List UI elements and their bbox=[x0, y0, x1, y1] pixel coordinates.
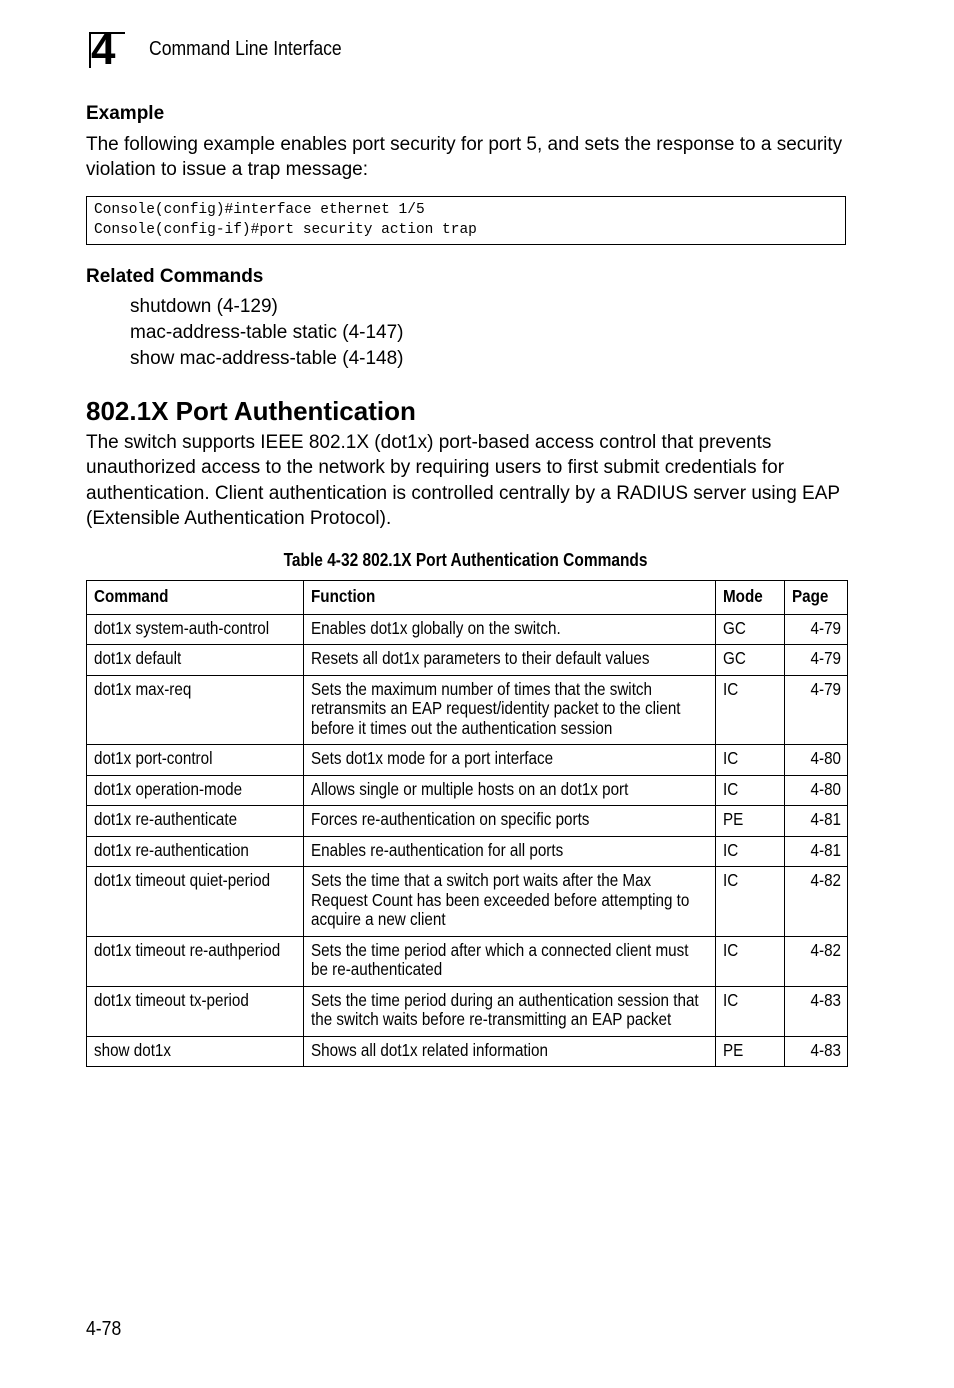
cell-function-text: Sets the time period after which a connected client must be re-authenticated bbox=[311, 939, 689, 979]
cell-page bbox=[785, 836, 848, 867]
cell-page bbox=[785, 645, 848, 676]
cell-function bbox=[304, 675, 716, 745]
cell-command-text: dot1x default bbox=[94, 648, 182, 668]
cell-function-text: Allows single or multiple hosts on an dot1x port bbox=[311, 778, 629, 799]
cell-function-text: Sets the maximum number of times that the switch retransmits an EAP request/identity packet to the client before it times out the authentication session bbox=[311, 678, 681, 738]
cell-page-text: 4-81 bbox=[810, 839, 841, 860]
cell-mode-text: IC bbox=[723, 989, 739, 1010]
table-row bbox=[87, 986, 848, 1036]
cell-page bbox=[785, 775, 848, 806]
cell-command bbox=[87, 614, 304, 645]
cell-function bbox=[304, 986, 716, 1036]
cell-function bbox=[304, 867, 716, 937]
cell-mode-text: GC bbox=[723, 617, 746, 638]
chapter-number: 4 bbox=[91, 25, 116, 74]
cell-page-text: 4-80 bbox=[810, 748, 841, 768]
table-row bbox=[87, 806, 848, 837]
table-row bbox=[87, 675, 848, 745]
cell-page-text: 4-83 bbox=[810, 989, 841, 1010]
column-header-mode: Mode bbox=[716, 581, 785, 615]
table-row bbox=[87, 1036, 848, 1067]
cell-function-text: Sets the time period during an authentication session that the switch waits before re-transmitting an EAP packet bbox=[311, 989, 699, 1029]
cell-mode-text: PE bbox=[723, 809, 744, 829]
cell-mode bbox=[716, 1036, 785, 1067]
cell-page-text: 4-79 bbox=[810, 648, 841, 668]
cell-mode bbox=[716, 775, 785, 806]
cell-function bbox=[304, 836, 716, 867]
cell-command bbox=[87, 806, 304, 837]
cell-command bbox=[87, 1036, 304, 1067]
section-body: The switch supports IEEE 802.1X (dot1x) port-based access control that prevents unauthorized access to the network by requiring users to first submit credentials for authentication. Client authentication is controlled centrally by a RADIUS server using EAP (Extensible Authentication Protocol). bbox=[86, 432, 840, 529]
cell-command-text: dot1x re-authenticate bbox=[94, 809, 238, 829]
section-heading: 802.1X Port Authentication bbox=[86, 396, 416, 426]
table-row bbox=[87, 614, 848, 645]
cell-page bbox=[785, 745, 848, 776]
cell-command-text: dot1x max-req bbox=[94, 678, 192, 699]
example-description: The following example enables port security for port 5, and sets the response to a security violation to issue a trap message: bbox=[86, 134, 843, 180]
table-caption-text: Table 4-32 802.1X Port Authentication Commands bbox=[284, 550, 648, 570]
cell-page bbox=[785, 936, 848, 986]
cell-command bbox=[87, 836, 304, 867]
cell-command-text: dot1x system-auth-control bbox=[94, 617, 270, 638]
cell-command bbox=[87, 936, 304, 986]
table-row bbox=[87, 645, 848, 676]
cell-command bbox=[87, 986, 304, 1036]
table-row bbox=[87, 745, 848, 776]
cell-function bbox=[304, 936, 716, 986]
code-example-box bbox=[86, 196, 846, 245]
cell-command bbox=[87, 775, 304, 806]
cell-command-text: dot1x timeout quiet-period bbox=[94, 870, 271, 890]
column-header-page: Page bbox=[785, 581, 848, 615]
cell-mode bbox=[716, 867, 785, 937]
cell-function-text: Enables dot1x globally on the switch. bbox=[311, 617, 561, 638]
related-commands-list bbox=[130, 294, 404, 372]
column-header-command: Command bbox=[87, 581, 304, 615]
cell-mode-text: IC bbox=[723, 778, 739, 799]
cell-command-text: dot1x timeout re-authperiod bbox=[94, 939, 281, 960]
cell-page bbox=[785, 614, 848, 645]
cell-command-text: show dot1x bbox=[94, 1039, 172, 1060]
cell-function-text: Sets dot1x mode for a port interface bbox=[311, 748, 554, 768]
cell-page bbox=[785, 1036, 848, 1067]
table-row bbox=[87, 775, 848, 806]
related-command-item: mac-address-table static (4-147) bbox=[130, 322, 404, 343]
commands-table bbox=[86, 580, 848, 1067]
cell-mode bbox=[716, 986, 785, 1036]
cell-mode bbox=[716, 745, 785, 776]
cell-mode-text: IC bbox=[723, 748, 739, 768]
table-row bbox=[87, 836, 848, 867]
cell-page-text: 4-79 bbox=[810, 678, 841, 699]
cell-function bbox=[304, 806, 716, 837]
running-header-title: Command Line Interface bbox=[149, 38, 342, 60]
cell-page-text: 4-83 bbox=[810, 1039, 841, 1060]
cell-command-text: dot1x operation-mode bbox=[94, 778, 243, 799]
cell-function-text: Forces re-authentication on specific ports bbox=[311, 809, 590, 829]
cell-function-text: Resets all dot1x parameters to their default values bbox=[311, 648, 650, 668]
cell-page-text: 4-81 bbox=[810, 809, 841, 829]
table-row bbox=[87, 936, 848, 986]
cell-function bbox=[304, 775, 716, 806]
cell-mode bbox=[716, 806, 785, 837]
cell-function bbox=[304, 745, 716, 776]
cell-mode-text: IC bbox=[723, 839, 739, 860]
cell-function-text: Enables re-authentication for all ports bbox=[311, 839, 564, 860]
related-command-item: show mac-address-table (4-148) bbox=[130, 348, 404, 369]
cell-page-text: 4-79 bbox=[810, 617, 841, 638]
cell-mode-text: IC bbox=[723, 870, 739, 890]
cell-command bbox=[87, 867, 304, 937]
cell-mode-text: IC bbox=[723, 939, 739, 960]
cell-mode bbox=[716, 675, 785, 745]
code-line: Console(config-if)#port security action trap bbox=[94, 222, 477, 238]
cell-function bbox=[304, 645, 716, 676]
cell-command bbox=[87, 675, 304, 745]
table-header-row bbox=[87, 581, 848, 615]
page-number bbox=[86, 1318, 126, 1341]
cell-mode bbox=[716, 836, 785, 867]
cell-mode-text: GC bbox=[723, 648, 746, 668]
cell-function bbox=[304, 614, 716, 645]
code-line: Console(config)#interface ethernet 1/5 bbox=[94, 202, 425, 218]
cell-command-text: dot1x timeout tx-period bbox=[94, 989, 249, 1010]
cell-page bbox=[785, 986, 848, 1036]
cell-function-text: Sets the time that a switch port waits after the Max Request Count has been exceeded before attempting to acquire a new client bbox=[311, 870, 690, 929]
cell-page-text: 4-82 bbox=[810, 870, 841, 890]
table-caption bbox=[86, 550, 846, 571]
cell-page-text: 4-82 bbox=[810, 939, 841, 960]
example-heading: Example bbox=[86, 103, 165, 124]
cell-mode bbox=[716, 936, 785, 986]
cell-mode bbox=[716, 645, 785, 676]
column-header-function: Function bbox=[304, 581, 716, 615]
cell-mode-text: PE bbox=[723, 1039, 744, 1060]
cell-page bbox=[785, 806, 848, 837]
cell-command bbox=[87, 745, 304, 776]
table-body bbox=[87, 614, 848, 1067]
cell-command-text: dot1x re-authentication bbox=[94, 839, 249, 860]
cell-page bbox=[785, 867, 848, 937]
table-row bbox=[87, 867, 848, 937]
cell-command-text: dot1x port-control bbox=[94, 748, 213, 768]
cell-command bbox=[87, 645, 304, 676]
cell-page-text: 4-80 bbox=[810, 778, 841, 799]
cell-page bbox=[785, 675, 848, 745]
cell-function-text: Shows all dot1x related information bbox=[311, 1039, 548, 1060]
cell-function bbox=[304, 1036, 716, 1067]
cell-mode bbox=[716, 614, 785, 645]
cell-mode-text: IC bbox=[723, 678, 739, 699]
related-commands-heading: Related Commands bbox=[86, 266, 264, 287]
page-number-text: 4-78 bbox=[86, 1318, 122, 1340]
related-command-item: shutdown (4-129) bbox=[130, 296, 278, 317]
